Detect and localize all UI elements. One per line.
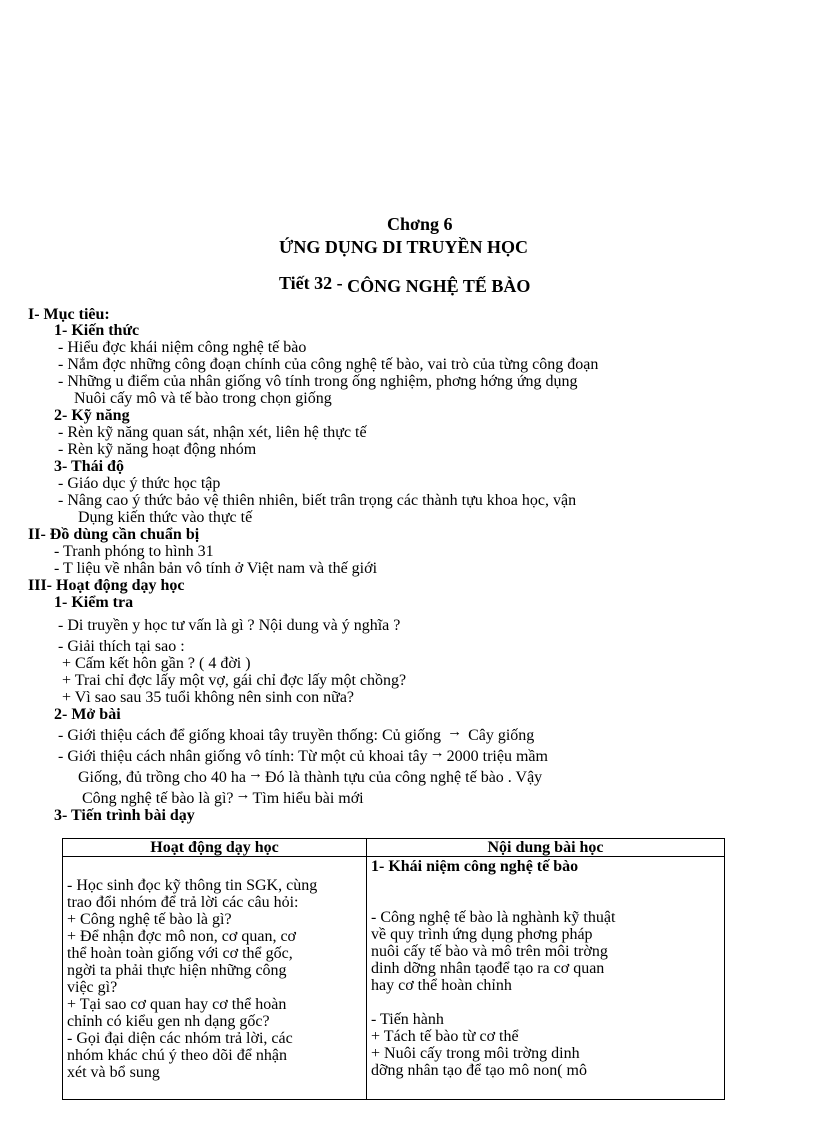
intro-text: Giống, đủ trồng cho 40 ha: [78, 769, 246, 786]
check-heading: 1- Kiểm tra: [54, 594, 134, 611]
cell-line: ngời ta phải thực hiện những công: [67, 962, 287, 979]
spacer: [371, 994, 720, 1011]
cell-line: dỡng nhân tạo để tạo mô non( mô: [371, 1062, 587, 1079]
table-row: [63, 857, 725, 1100]
intro-text: Đó là thành tựu của công nghệ tế bào . Vậy: [264, 769, 543, 786]
lesson-title-line: [279, 272, 530, 294]
attitude-line: - Giáo dục ý thức học tập: [58, 475, 221, 492]
intro-line: [58, 745, 548, 766]
knowledge-line: - Hiểu đợc khái niệm công nghệ tế bào: [58, 339, 307, 356]
spacer: [371, 875, 720, 909]
cell-line: + Nuôi cấy trong môi trờng dinh: [371, 1045, 580, 1062]
knowledge-line: - Những u điểm của nhân giống vô tính trong ống nghiệm, phơng hớng ứng dụng: [58, 373, 578, 390]
content-cell: [367, 857, 725, 1100]
arrow-right-icon: →: [447, 724, 463, 740]
attitude-line: - Nâng cao ý thức bảo vệ thiên nhiên, biết trân trọng các thành tựu khoa học, vận: [58, 492, 577, 509]
check-line: + Trai chỉ đợc lấy một vợ, gái chỉ đợc lấy một chồng?: [62, 672, 407, 689]
attitude-line: Dụng kiến thức vào thực tế: [78, 509, 253, 526]
check-line: + Cấm kết hôn gần ? ( 4 đời ): [62, 655, 251, 672]
intro-line: [58, 724, 535, 745]
table-header-row: [63, 839, 725, 857]
skills-heading: 2- Kỹ năng: [54, 407, 130, 424]
knowledge-line: - Nắm đợc những công đoạn chính của công nghệ tế bào, vai trò của từng công đoạn: [58, 356, 599, 373]
intro-text: 2000 triệu mầm: [446, 748, 548, 765]
cell-line: nuôi cấy tế bào và mô trên môi trờng: [371, 943, 608, 960]
intro-text: - Giới thiệu cách để giống khoai tây truyền thống: Củ giống: [58, 727, 442, 744]
lesson-table: [62, 838, 725, 1100]
intro-line: [78, 766, 543, 787]
chapter-title: Chơng 6: [387, 214, 453, 234]
intro-text: Tìm hiểu bài mới: [252, 790, 364, 807]
arrow-right-icon: →: [429, 745, 445, 761]
cell-line: - Học sinh đọc kỹ thông tin SGK, cùng: [67, 877, 318, 894]
table-header-content: Nội dung bài học: [367, 839, 725, 857]
objectives-heading: I- Mục tiêu:: [28, 306, 110, 323]
lesson-number: Tiết 32 -: [279, 273, 343, 293]
content-section-heading: 1- Khái niệm công nghệ tế bào: [371, 858, 579, 875]
cell-line: về quy trình ứng dụng phơng pháp: [371, 926, 593, 943]
cell-line: nhóm khác chú ý theo dõi để nhận: [67, 1047, 287, 1064]
intro-text: Cây giống: [468, 727, 535, 744]
cell-line: + Để nhận đợc mô non, cơ quan, cơ: [67, 928, 297, 945]
check-line: + Vì sao sau 35 tuổi không nên sinh con nữa?: [62, 689, 355, 706]
lesson-title: CÔNG NGHỆ TẾ BÀO: [347, 276, 531, 296]
cell-line: - Tiến hành: [371, 1011, 444, 1028]
cell-line: thể hoàn toàn giống với cơ thể gốc,: [67, 945, 293, 962]
arrow-right-icon: →: [235, 787, 251, 803]
cell-line: - Công nghệ tế bào là nghành kỹ thuật: [371, 909, 616, 926]
cell-line: chỉnh có kiểu gen nh dạng gốc?: [67, 1013, 270, 1030]
activities-cell: [63, 857, 367, 1100]
cell-line: việc gì?: [67, 979, 118, 996]
intro-text: - Giới thiệu cách nhân giống vô tính: Từ một củ khoai tây: [58, 748, 428, 765]
skills-line: - Rèn kỹ năng hoạt động nhóm: [58, 441, 257, 458]
intro-line: [82, 787, 364, 808]
cell-line: - Gọi đại diện các nhóm trả lời, các: [67, 1030, 293, 1047]
knowledge-line: Nuôi cấy mô và tế bào trong chọn giống: [74, 390, 332, 407]
cell-line: hay cơ thể hoàn chỉnh: [371, 977, 512, 994]
cell-line: dinh dỡng nhân tạođể tạo ra cơ quan: [371, 960, 605, 977]
materials-heading: II- Đồ dùng cần chuẩn bị: [28, 526, 200, 543]
skills-line: - Rèn kỹ năng quan sát, nhận xét, liên hệ thực tế: [58, 424, 367, 441]
table-header-activities: Hoạt động dạy học: [63, 839, 367, 857]
cell-line: + Công nghệ tế bào là gì?: [67, 911, 232, 928]
materials-line: - Tranh phóng to hình 31: [54, 543, 214, 560]
activities-heading: III- Hoạt động dạy học: [28, 577, 185, 594]
subject-title: ỨNG DỤNG DI TRUYỀN HỌC: [279, 237, 529, 257]
check-line: - Giải thích tại sao :: [58, 638, 185, 655]
attitude-heading: 3- Thái độ: [54, 458, 124, 475]
process-heading: 3- Tiến trình bài dạy: [54, 807, 195, 824]
knowledge-heading: 1- Kiến thức: [54, 322, 140, 339]
arrow-right-icon: →: [247, 766, 263, 782]
materials-line: - T liệu về nhân bản vô tính ở Việt nam và thế giới: [54, 560, 378, 577]
intro-text: Công nghệ tế bào là gì?: [82, 790, 234, 807]
cell-line: + Tách tế bào từ cơ thể: [371, 1028, 519, 1045]
cell-line: + Tại sao cơ quan hay cơ thể hoàn: [67, 996, 287, 1013]
cell-line: trao đổi nhóm để trả lời các câu hỏi:: [67, 894, 299, 911]
intro-heading: 2- Mở bài: [54, 706, 121, 723]
cell-line: xét và bổ sung: [67, 1064, 160, 1081]
check-line: - Di truyền y học tư vấn là gì ? Nội dung và ý nghĩa ?: [58, 617, 401, 634]
